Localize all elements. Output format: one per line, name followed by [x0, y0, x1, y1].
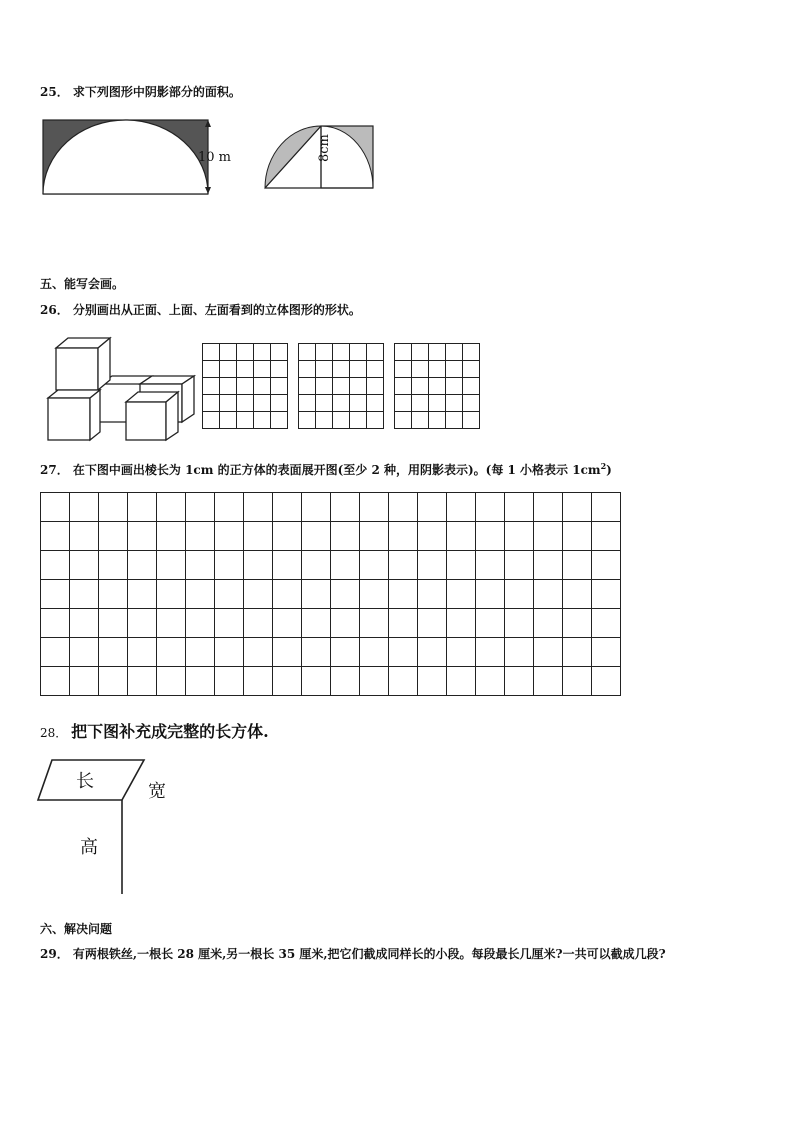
grid-cell[interactable]: [157, 638, 186, 667]
grid-cell[interactable]: [41, 580, 70, 609]
grid-cell[interactable]: [157, 609, 186, 638]
grid-cell[interactable]: [273, 551, 302, 580]
grid-cell[interactable]: [128, 522, 157, 551]
grid-cell[interactable]: [302, 667, 331, 696]
grid-cell[interactable]: [333, 412, 350, 429]
grid-cell[interactable]: [271, 412, 288, 429]
grid-cell[interactable]: [446, 395, 463, 412]
grid-cell[interactable]: [128, 580, 157, 609]
grid-cell[interactable]: [360, 667, 389, 696]
grid-cell[interactable]: [350, 395, 367, 412]
grid-cell[interactable]: [505, 609, 534, 638]
grid-cell[interactable]: [215, 638, 244, 667]
grid-cell[interactable]: [237, 378, 254, 395]
grid-cell[interactable]: [271, 395, 288, 412]
grid-cell[interactable]: [367, 344, 384, 361]
grid-cell[interactable]: [563, 609, 592, 638]
grid-cell[interactable]: [99, 493, 128, 522]
grid-cell[interactable]: [447, 667, 476, 696]
grid-cell[interactable]: [70, 609, 99, 638]
grid-cell[interactable]: [186, 580, 215, 609]
grid-cell[interactable]: [244, 493, 273, 522]
grid-cell[interactable]: [203, 344, 220, 361]
q29-number: 29: [40, 947, 57, 961]
grid-cell[interactable]: [333, 378, 350, 395]
grid-cell[interactable]: [429, 378, 446, 395]
grid-cell[interactable]: [505, 493, 534, 522]
grid-cell[interactable]: [215, 551, 244, 580]
grid-cell[interactable]: [412, 361, 429, 378]
grid-cell[interactable]: [592, 522, 621, 551]
grid-cell[interactable]: [237, 344, 254, 361]
grid-cell[interactable]: [592, 580, 621, 609]
q27-line: 27． 在下图中画出棱长为 1cm 的正方体的表面展开图(至少 2 种，用阴影表示)。(每 1 小格表示 $1cm^2$): [40, 461, 612, 477]
grid-cell[interactable]: [302, 609, 331, 638]
grid-cell[interactable]: [302, 522, 331, 551]
grid-cell[interactable]: [331, 580, 360, 609]
grid-cell[interactable]: [395, 344, 412, 361]
grid-cell[interactable]: [360, 551, 389, 580]
grid-cell[interactable]: [429, 395, 446, 412]
grid-cell[interactable]: [273, 609, 302, 638]
grid-cell[interactable]: [157, 667, 186, 696]
grid-cell[interactable]: [412, 395, 429, 412]
grid-cell[interactable]: [350, 361, 367, 378]
grid-cell[interactable]: [476, 638, 505, 667]
grid-cell[interactable]: [463, 395, 480, 412]
grid-cell[interactable]: [360, 493, 389, 522]
grid-cell[interactable]: [505, 522, 534, 551]
grid-cell[interactable]: [429, 361, 446, 378]
grid-cell[interactable]: [389, 551, 418, 580]
q27-grid[interactable]: [40, 492, 621, 696]
grid-cell[interactable]: [476, 493, 505, 522]
grid-cell[interactable]: [41, 522, 70, 551]
grid-cell[interactable]: [563, 493, 592, 522]
grid-cell[interactable]: [254, 395, 271, 412]
grid-cell[interactable]: [215, 522, 244, 551]
grid-cell[interactable]: [331, 522, 360, 551]
grid-cell[interactable]: [70, 580, 99, 609]
grid-cell[interactable]: [563, 522, 592, 551]
grid-cell[interactable]: [254, 412, 271, 429]
grid-cell[interactable]: [446, 378, 463, 395]
grid-cell[interactable]: [418, 638, 447, 667]
grid-cell[interactable]: [592, 609, 621, 638]
grid-cell[interactable]: [563, 551, 592, 580]
grid-cell[interactable]: [395, 412, 412, 429]
grid-cell[interactable]: [99, 522, 128, 551]
grid-cell[interactable]: [302, 551, 331, 580]
q25-text: 求下列图形中阴影部分的面积。: [72, 85, 241, 99]
grid-cell[interactable]: [254, 361, 271, 378]
grid-cell[interactable]: [350, 378, 367, 395]
grid-cell[interactable]: [70, 522, 99, 551]
grid-cell[interactable]: [446, 361, 463, 378]
q26-text: 分别画出从正面、上面、左面看到的立体图形的形状。: [72, 303, 361, 317]
q28-label-length: 长: [76, 771, 94, 792]
grid-cell[interactable]: [157, 551, 186, 580]
grid-cell[interactable]: [592, 638, 621, 667]
grid-cell[interactable]: [41, 609, 70, 638]
grid-cell[interactable]: [360, 580, 389, 609]
grid-cell[interactable]: [389, 667, 418, 696]
q26-cube-figure: [42, 334, 197, 446]
grid-cell[interactable]: [299, 395, 316, 412]
grid-cell[interactable]: [367, 378, 384, 395]
grid-cell[interactable]: [412, 412, 429, 429]
grid-cell[interactable]: [331, 638, 360, 667]
grid-cell[interactable]: [389, 580, 418, 609]
grid-cell[interactable]: [389, 522, 418, 551]
grid-cell[interactable]: [367, 395, 384, 412]
grid-cell[interactable]: [128, 551, 157, 580]
grid-cell[interactable]: [273, 638, 302, 667]
grid-cell[interactable]: [463, 361, 480, 378]
grid-cell[interactable]: [302, 493, 331, 522]
grid-cell[interactable]: [447, 551, 476, 580]
grid-cell[interactable]: [302, 638, 331, 667]
grid-cell[interactable]: [220, 344, 237, 361]
grid-cell[interactable]: [41, 667, 70, 696]
grid-cell[interactable]: [215, 493, 244, 522]
grid-cell[interactable]: [447, 493, 476, 522]
q26-grid-front[interactable]: [202, 343, 288, 429]
grid-cell[interactable]: [220, 378, 237, 395]
grid-cell[interactable]: [534, 667, 563, 696]
grid-cell[interactable]: [331, 551, 360, 580]
grid-cell[interactable]: [505, 551, 534, 580]
grid-cell[interactable]: [99, 667, 128, 696]
grid-cell[interactable]: [447, 522, 476, 551]
grid-cell[interactable]: [476, 667, 505, 696]
q26-line: 26． 分别画出从正面、上面、左面看到的立体图形的形状。: [40, 303, 361, 317]
grid-cell[interactable]: [360, 522, 389, 551]
grid-cell[interactable]: [534, 580, 563, 609]
grid-cell[interactable]: [237, 395, 254, 412]
grid-cell[interactable]: [476, 580, 505, 609]
section5-title: 五、能写会画。: [40, 277, 125, 291]
grid-cell[interactable]: [244, 667, 273, 696]
grid-cell[interactable]: [333, 361, 350, 378]
grid-cell[interactable]: [203, 378, 220, 395]
grid-cell[interactable]: [244, 580, 273, 609]
q25-line: 25． 求下列图形中阴影部分的面积。: [40, 85, 241, 99]
grid-cell[interactable]: [463, 344, 480, 361]
grid-cell[interactable]: [476, 551, 505, 580]
q26-grid-top[interactable]: [298, 343, 384, 429]
grid-cell[interactable]: [70, 551, 99, 580]
grid-cell[interactable]: [395, 378, 412, 395]
grid-cell[interactable]: [331, 667, 360, 696]
grid-cell[interactable]: [333, 395, 350, 412]
grid-cell[interactable]: [244, 522, 273, 551]
grid-cell[interactable]: [244, 638, 273, 667]
q28-label-height: 高: [80, 837, 98, 858]
grid-cell[interactable]: [41, 493, 70, 522]
grid-cell[interactable]: [395, 395, 412, 412]
grid-cell[interactable]: [128, 667, 157, 696]
grid-cell[interactable]: [418, 609, 447, 638]
grid-cell[interactable]: [331, 493, 360, 522]
grid-cell[interactable]: [128, 638, 157, 667]
grid-cell[interactable]: [447, 638, 476, 667]
grid-cell[interactable]: [389, 609, 418, 638]
grid-cell[interactable]: [331, 609, 360, 638]
grid-cell[interactable]: [203, 412, 220, 429]
grid-cell[interactable]: [429, 344, 446, 361]
grid-cell[interactable]: [271, 361, 288, 378]
grid-cell[interactable]: [273, 667, 302, 696]
grid-cell[interactable]: [273, 493, 302, 522]
grid-cell[interactable]: [476, 522, 505, 551]
grid-cell[interactable]: [186, 493, 215, 522]
grid-cell[interactable]: [273, 580, 302, 609]
grid-cell[interactable]: [447, 580, 476, 609]
grid-cell[interactable]: [534, 638, 563, 667]
grid-cell[interactable]: [128, 609, 157, 638]
grid-cell[interactable]: [220, 361, 237, 378]
grid-cell[interactable]: [447, 609, 476, 638]
q28-number: 28: [40, 726, 56, 740]
section6-title: 六、解决问题: [40, 922, 113, 936]
q27-text: 在下图中画出棱长为 1cm 的正方体的表面展开图(至少 2 种，用阴影表示)。(每 1 小格表示 1cm: [72, 463, 601, 477]
grid-cell[interactable]: [237, 361, 254, 378]
grid-cell[interactable]: [220, 395, 237, 412]
q29-line: 29． 有两根铁丝,一根长 28 厘米,另一根长 35 厘米,把它们截成同样长的小段。每段最长几厘米?一共可以截成几段?: [40, 947, 666, 961]
grid-cell[interactable]: [563, 580, 592, 609]
grid-cell[interactable]: [534, 551, 563, 580]
grid-cell[interactable]: [128, 493, 157, 522]
q29-text: 有两根铁丝,一根长 28 厘米,另一根长 35 厘米,把它们截成同样长的小段。每段最长几厘米?一共可以截成几段?: [72, 947, 666, 961]
grid-cell[interactable]: [316, 378, 333, 395]
q26-number: 26: [40, 303, 57, 317]
grid-cell[interactable]: [463, 412, 480, 429]
grid-cell[interactable]: [271, 378, 288, 395]
grid-cell[interactable]: [429, 412, 446, 429]
grid-cell[interactable]: [99, 580, 128, 609]
grid-cell[interactable]: [203, 395, 220, 412]
grid-cell[interactable]: [244, 551, 273, 580]
grid-cell[interactable]: [271, 344, 288, 361]
grid-cell[interactable]: [244, 609, 273, 638]
grid-cell[interactable]: [395, 361, 412, 378]
grid-cell[interactable]: [505, 580, 534, 609]
grid-cell[interactable]: [254, 344, 271, 361]
grid-cell[interactable]: [463, 378, 480, 395]
grid-cell[interactable]: [316, 344, 333, 361]
grid-cell[interactable]: [41, 638, 70, 667]
grid-cell[interactable]: [412, 344, 429, 361]
grid-cell[interactable]: [254, 378, 271, 395]
grid-cell[interactable]: [302, 580, 331, 609]
grid-cell[interactable]: [418, 667, 447, 696]
grid-cell[interactable]: [299, 361, 316, 378]
grid-cell[interactable]: [70, 638, 99, 667]
grid-cell[interactable]: [446, 412, 463, 429]
q25-fig1-label: 10 m: [198, 150, 232, 165]
grid-cell[interactable]: [157, 580, 186, 609]
grid-cell[interactable]: [41, 551, 70, 580]
grid-cell[interactable]: [316, 395, 333, 412]
grid-cell[interactable]: [157, 493, 186, 522]
grid-cell[interactable]: [333, 344, 350, 361]
grid-cell[interactable]: [592, 551, 621, 580]
grid-cell[interactable]: [299, 378, 316, 395]
q25-fig2-label: 8cm: [317, 134, 332, 162]
grid-cell[interactable]: [505, 638, 534, 667]
grid-cell[interactable]: [316, 361, 333, 378]
grid-cell[interactable]: [203, 361, 220, 378]
grid-cell[interactable]: [412, 378, 429, 395]
grid-cell[interactable]: [418, 493, 447, 522]
grid-cell[interactable]: [186, 667, 215, 696]
grid-cell[interactable]: [418, 580, 447, 609]
grid-cell[interactable]: [215, 580, 244, 609]
grid-cell[interactable]: [350, 412, 367, 429]
q27-number: 27: [40, 463, 57, 477]
grid-cell[interactable]: [99, 551, 128, 580]
q28-line: 28． 把下图补充成完整的长方体.: [40, 722, 269, 741]
grid-cell[interactable]: [367, 361, 384, 378]
grid-cell[interactable]: [273, 522, 302, 551]
grid-cell[interactable]: [350, 344, 367, 361]
grid-cell[interactable]: [99, 609, 128, 638]
q28-text: 把下图补充成完整的长方体.: [71, 722, 269, 741]
grid-cell[interactable]: [215, 667, 244, 696]
q28-label-width: 宽: [148, 781, 166, 802]
q26-grid-left[interactable]: [394, 343, 480, 429]
grid-cell[interactable]: [367, 412, 384, 429]
grid-cell[interactable]: [157, 522, 186, 551]
grid-cell[interactable]: [534, 493, 563, 522]
grid-cell[interactable]: [186, 638, 215, 667]
grid-cell[interactable]: [389, 638, 418, 667]
grid-cell[interactable]: [99, 638, 128, 667]
grid-cell[interactable]: [534, 522, 563, 551]
q25-number: 25: [40, 85, 57, 99]
grid-cell[interactable]: [299, 344, 316, 361]
grid-cell[interactable]: [70, 493, 99, 522]
q27-close: ): [606, 463, 612, 477]
grid-cell[interactable]: [592, 493, 621, 522]
grid-cell[interactable]: [186, 609, 215, 638]
grid-cell[interactable]: [220, 412, 237, 429]
grid-cell[interactable]: [592, 667, 621, 696]
grid-cell[interactable]: [215, 609, 244, 638]
grid-cell[interactable]: [446, 344, 463, 361]
grid-cell[interactable]: [563, 638, 592, 667]
grid-cell[interactable]: [70, 667, 99, 696]
grid-cell[interactable]: [476, 609, 505, 638]
grid-cell[interactable]: [186, 551, 215, 580]
grid-cell[interactable]: [299, 412, 316, 429]
grid-cell[interactable]: [316, 412, 333, 429]
grid-cell[interactable]: [389, 493, 418, 522]
grid-cell[interactable]: [418, 551, 447, 580]
grid-cell[interactable]: [534, 609, 563, 638]
grid-cell[interactable]: [563, 667, 592, 696]
grid-cell[interactable]: [418, 522, 447, 551]
q28-cuboid-figure: [36, 756, 186, 896]
grid-cell[interactable]: [237, 412, 254, 429]
grid-cell[interactable]: [505, 667, 534, 696]
grid-cell[interactable]: [360, 638, 389, 667]
grid-cell[interactable]: [360, 609, 389, 638]
grid-cell[interactable]: [186, 522, 215, 551]
q27-superscript: 2: [600, 461, 607, 471]
